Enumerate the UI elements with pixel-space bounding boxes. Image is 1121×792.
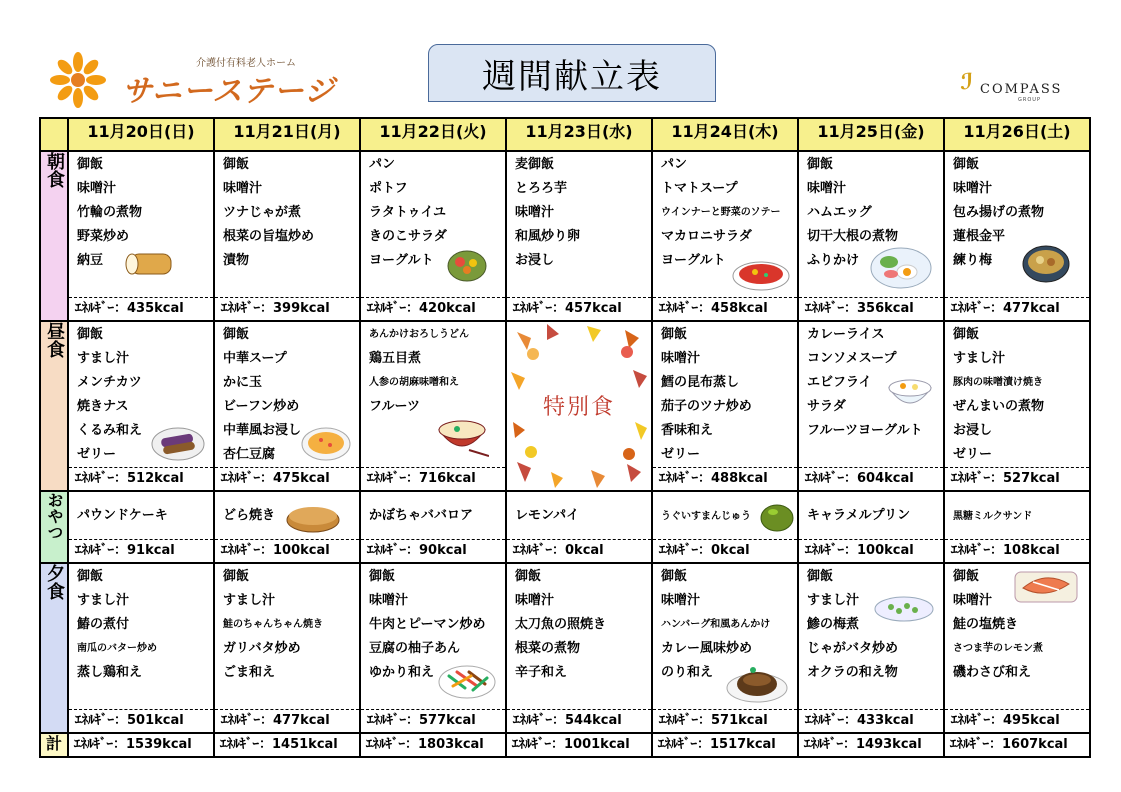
energy-label: ｴﾈﾙｷﾞｰ：100kcal: [215, 539, 359, 562]
meal-label-breakfast: 朝食: [40, 151, 68, 321]
menu-item: お浸し: [515, 253, 555, 268]
breakfast-cell: [798, 151, 944, 321]
snack-item: どら焼き: [223, 508, 276, 523]
menu-item: ウインナーと野菜のソテー: [661, 207, 781, 218]
menu-item: 太刀魚の照焼き: [515, 617, 607, 632]
menu-item: 鱈の昆布蒸し: [661, 375, 740, 390]
snack-item: キャラメルプリン: [807, 508, 911, 523]
snack-item: かぼちゃババロア: [369, 508, 474, 523]
menu-item: 御飯: [953, 569, 980, 584]
fruit-yogurt-icon: [885, 374, 935, 414]
energy-label: ｴﾈﾙｷﾞｰ：716kcal: [361, 467, 505, 490]
energy-label: ｴﾈﾙｷﾞｰ：356kcal: [799, 297, 943, 320]
energy-label: ｴﾈﾙｷﾞｰ：512kcal: [69, 467, 213, 490]
snack-cell: [944, 491, 1090, 563]
weekly-menu-table: [39, 117, 1091, 758]
menu-item: すまし汁: [953, 351, 1006, 366]
snack-cell: [360, 491, 506, 563]
menu-item: パン: [369, 157, 396, 172]
menu-item: ゆかり和え: [369, 665, 435, 680]
menu-item: 味噌汁: [223, 181, 263, 196]
energy-label: ｴﾈﾙｷﾞｰ：399kcal: [215, 297, 359, 320]
udon-bowl-icon: [435, 410, 489, 460]
menu-item: ポトフ: [369, 181, 408, 196]
energy-label: ｴﾈﾙｷﾞｰ：0kcal: [653, 539, 797, 562]
total-cell: [68, 733, 214, 757]
dinner-row: [40, 563, 1090, 733]
total-cell: [360, 733, 506, 757]
energy-label: ｴﾈﾙｷﾞｰ：488kcal: [653, 467, 797, 490]
menu-item: 御飯: [77, 157, 104, 172]
snack-item: うぐいすまんじゅう: [661, 511, 751, 522]
breakfast-cell: [506, 151, 652, 321]
menu-item: ビーフン炒め: [223, 399, 300, 414]
total-energy: ｴﾈﾙｷﾞｰ：1539kcal: [74, 737, 192, 752]
lunch-cell: [360, 321, 506, 491]
menu-item: 納豆: [77, 253, 104, 268]
dinner-cell: [68, 563, 214, 733]
menu-item: お浸し: [953, 423, 993, 438]
menu-item: ふりかけ: [807, 253, 860, 268]
menu-item: フルーツ: [369, 399, 420, 414]
snack-cell: [798, 491, 944, 563]
menu-item: ガリバタ炒め: [223, 641, 301, 656]
menu-item: 御飯: [807, 157, 834, 172]
menu-item: 鯵の梅煮: [807, 617, 860, 632]
menu-item: ゼリー: [661, 447, 701, 462]
menu-item: 根菜の煮物: [515, 641, 581, 656]
menu-item: ハンバーグ和風あんかけ: [661, 619, 771, 630]
company-logo: [960, 68, 1070, 104]
menu-item: 味噌汁: [515, 205, 555, 220]
menu-item: 鮭のちゃんちゃん焼き: [223, 619, 323, 630]
menu-item: 人参の胡麻味噌和え: [369, 377, 459, 388]
menu-item: ごま和え: [223, 665, 276, 680]
special-meal-cell: [506, 321, 652, 491]
menu-item: 野菜炒め: [77, 229, 130, 244]
day-header: 11月22日(火): [360, 118, 506, 151]
day-header: 11月23日(水): [506, 118, 652, 151]
menu-item: 豚肉の味噌漬け焼き: [953, 377, 1043, 388]
energy-label: ｴﾈﾙｷﾞｰ：527kcal: [945, 467, 1089, 490]
energy-label: ｴﾈﾙｷﾞｰ：477kcal: [215, 709, 359, 732]
soup-pot-icon: [445, 244, 489, 284]
menu-item: とろろ芋: [515, 181, 568, 196]
menu-item: かに玉: [223, 375, 263, 390]
total-energy: ｴﾈﾙｷﾞｰ：1517kcal: [658, 737, 776, 752]
total-cell: [944, 733, 1090, 757]
menu-item: ゼリー: [953, 447, 993, 462]
lunch-row: [40, 321, 1090, 491]
menu-item: 御飯: [515, 569, 542, 584]
energy-label: ｴﾈﾙｷﾞｰ：420kcal: [361, 297, 505, 320]
menu-item: 和風炒り卵: [515, 229, 581, 244]
total-cell: [652, 733, 798, 757]
menu-item: 御飯: [223, 569, 250, 584]
dinner-cell: [652, 563, 798, 733]
breakfast-cell: [944, 151, 1090, 321]
menu-item: 御飯: [223, 157, 250, 172]
chikuwa-icon: [123, 250, 173, 278]
total-cell: [506, 733, 652, 757]
menu-item: きのこサラダ: [369, 229, 447, 244]
menu-item: すまし汁: [807, 593, 860, 608]
menu-item: パン: [661, 157, 688, 172]
simmered-dish-icon: [1021, 240, 1071, 284]
menu-item: 根菜の旨塩炒め: [223, 229, 315, 244]
dinner-cell: [798, 563, 944, 733]
lunch-cell: [68, 321, 214, 491]
menu-item: 味噌汁: [807, 181, 847, 196]
menu-item: 磯わさび和え: [953, 665, 1032, 680]
energy-label: ｴﾈﾙｷﾞｰ：433kcal: [799, 709, 943, 732]
company-group: GROUP: [1018, 97, 1041, 103]
tomato-soup-icon: [731, 256, 791, 292]
energy-label: ｴﾈﾙｷﾞｰ：544kcal: [507, 709, 651, 732]
menu-item: 漬物: [223, 253, 250, 268]
menu-item: 切干大根の煮物: [807, 229, 899, 244]
menu-item: 練り梅: [953, 253, 993, 268]
day-header: 11月26日(土): [944, 118, 1090, 151]
energy-label: ｴﾈﾙｷﾞｰ：0kcal: [507, 539, 651, 562]
menu-item: すまし汁: [77, 351, 130, 366]
menu-item: じゃがバタ炒め: [807, 641, 899, 656]
menu-item: くるみ和え: [77, 423, 143, 438]
hamburg-steak-icon: [725, 662, 789, 704]
menu-item: 御飯: [807, 569, 834, 584]
menu-item: 辛子和え: [515, 665, 568, 680]
energy-label: ｴﾈﾙｷﾞｰ：91kcal: [69, 539, 213, 562]
menu-item: エビフライ: [807, 375, 872, 390]
total-cell: [798, 733, 944, 757]
sun-flower-icon: [50, 52, 106, 108]
energy-label: ｴﾈﾙｷﾞｰ：495kcal: [945, 709, 1089, 732]
menu-item: 豆腐の柚子あん: [369, 641, 461, 656]
snack-item: 黒糖ミルクサンド: [953, 511, 1033, 522]
menu-item: 味噌汁: [661, 351, 701, 366]
lunch-cell: [944, 321, 1090, 491]
menu-item: 味噌汁: [953, 593, 993, 608]
uguisu-manju-icon: [759, 494, 795, 534]
day-header-row: [40, 118, 1090, 151]
menu-item: ラタトゥイユ: [369, 205, 447, 220]
menu-item: 御飯: [661, 327, 688, 342]
energy-label: ｴﾈﾙｷﾞｰ：571kcal: [653, 709, 797, 732]
eggplant-dish-icon: [151, 422, 205, 462]
crab-omelet-icon: [301, 426, 351, 462]
energy-label: ｴﾈﾙｷﾞｰ：90kcal: [361, 539, 505, 562]
menu-item: 味噌汁: [953, 181, 993, 196]
menu-item: カレー風味炒め: [661, 641, 753, 656]
menu-item: 麦御飯: [515, 157, 555, 172]
facility-name: サニーステージ: [122, 74, 336, 109]
facility-subtitle: 介護付有料老人ホーム: [196, 58, 296, 69]
menu-item: 蓮根金平: [953, 229, 1006, 244]
energy-label: ｴﾈﾙｷﾞｰ：457kcal: [507, 297, 651, 320]
okra-dish-icon: [873, 594, 935, 624]
energy-label: ｴﾈﾙｷﾞｰ：501kcal: [69, 709, 213, 732]
menu-item: ツナじゃが煮: [223, 205, 302, 220]
lunch-cell: [214, 321, 360, 491]
menu-item: すまし汁: [77, 593, 130, 608]
menu-item: 御飯: [661, 569, 688, 584]
menu-item: 御飯: [77, 327, 104, 342]
grilled-salmon-icon: [1011, 566, 1081, 606]
menu-item: 御飯: [77, 569, 104, 584]
total-energy: ｴﾈﾙｷﾞｰ：1493kcal: [804, 737, 922, 752]
breakfast-row: [40, 151, 1090, 321]
menu-item: 御飯: [369, 569, 396, 584]
energy-label: ｴﾈﾙｷﾞｰ：577kcal: [361, 709, 505, 732]
energy-label: ｴﾈﾙｷﾞｰ：100kcal: [799, 539, 943, 562]
menu-item: 牛肉とピーマン炒め: [369, 617, 486, 632]
compass-mark-icon: ℐ: [960, 70, 974, 95]
menu-item: トマトスープ: [661, 181, 738, 196]
page-title: 週間献立表: [428, 44, 716, 102]
breakfast-cell: [652, 151, 798, 321]
menu-item: 杏仁豆腐: [223, 447, 276, 462]
snack-item: パウンドケーキ: [77, 508, 168, 523]
beef-pepper-stirfry-icon: [437, 660, 497, 700]
lunch-cell: [652, 321, 798, 491]
total-row: [40, 733, 1090, 757]
lunch-cell: [798, 321, 944, 491]
meal-label-total: 計: [40, 733, 68, 757]
company-name: COMPASS: [980, 82, 1063, 97]
menu-item: 鰆の煮付: [77, 617, 130, 632]
menu-item: すまし汁: [223, 593, 276, 608]
menu-item: カレーライス: [807, 327, 885, 342]
menu-item: サラダ: [807, 399, 846, 414]
total-energy: ｴﾈﾙｷﾞｰ：1001kcal: [512, 737, 630, 752]
menu-item: 蒸し鶏和え: [77, 665, 143, 680]
dinner-cell: [944, 563, 1090, 733]
menu-item: 鶏五目煮: [369, 351, 422, 366]
menu-item: マカロニサラダ: [661, 229, 752, 244]
facility-logo: [50, 52, 336, 109]
total-energy: ｴﾈﾙｷﾞｰ：1451kcal: [220, 737, 338, 752]
menu-item: 味噌汁: [515, 593, 555, 608]
total-energy: ｴﾈﾙｷﾞｰ：1607kcal: [950, 737, 1068, 752]
snack-row: [40, 491, 1090, 563]
snack-cell: [68, 491, 214, 563]
menu-item: 味噌汁: [77, 181, 117, 196]
menu-item: 中華スープ: [223, 351, 287, 366]
menu-item: 鮭の塩焼き: [953, 617, 1019, 632]
breakfast-cell: [360, 151, 506, 321]
snack-cell: [652, 491, 798, 563]
menu-item: 竹輪の煮物: [77, 205, 143, 220]
energy-label: ｴﾈﾙｷﾞｰ：477kcal: [945, 297, 1089, 320]
menu-item: 味噌汁: [369, 593, 409, 608]
menu-item: ぜんまいの煮物: [953, 399, 1045, 414]
menu-item: オクラの和え物: [807, 665, 898, 680]
menu-item: メンチカツ: [77, 375, 142, 390]
menu-item: ゼリー: [77, 447, 117, 462]
dorayaki-icon: [285, 502, 341, 534]
total-energy: ｴﾈﾙｷﾞｰ：1803kcal: [366, 737, 484, 752]
menu-item: 焼きナス: [77, 399, 129, 414]
menu-item: ヨーグルト: [369, 253, 434, 268]
total-cell: [214, 733, 360, 757]
dinner-cell: [214, 563, 360, 733]
energy-label: ｴﾈﾙｷﾞｰ：458kcal: [653, 297, 797, 320]
snack-cell: [506, 491, 652, 563]
menu-item: 香味和え: [661, 423, 714, 438]
menu-item: 中華風お浸し: [223, 423, 302, 438]
breakfast-cell: [214, 151, 360, 321]
menu-item: さつま芋のレモン煮: [953, 643, 1043, 654]
meal-label-dinner: 夕食: [40, 563, 68, 733]
menu-item: 御飯: [953, 327, 980, 342]
corner-cell: [40, 118, 68, 151]
menu-item: のり和え: [661, 665, 714, 680]
menu-item: 南瓜のバター炒め: [77, 643, 157, 654]
meal-label-snack: おやつ: [40, 491, 68, 563]
meal-label-lunch: 昼食: [40, 321, 68, 491]
energy-label: ｴﾈﾙｷﾞｰ：475kcal: [215, 467, 359, 490]
dinner-cell: [360, 563, 506, 733]
menu-item: あんかけおろしうどん: [369, 329, 469, 340]
menu-item: 包み揚げの煮物: [953, 205, 1045, 220]
day-header: 11月24日(木): [652, 118, 798, 151]
dinner-cell: [506, 563, 652, 733]
day-header: 11月21日(月): [214, 118, 360, 151]
day-header: 11月20日(日): [68, 118, 214, 151]
menu-item: ヨーグルト: [661, 253, 726, 268]
special-meal-label: 特別食: [542, 395, 615, 420]
menu-item: 茄子のツナ炒め: [661, 399, 752, 414]
menu-item: フルーツヨーグルト: [807, 423, 923, 438]
energy-label: ｴﾈﾙｷﾞｰ：435kcal: [69, 297, 213, 320]
breakfast-cell: [68, 151, 214, 321]
snack-cell: [214, 491, 360, 563]
menu-item: コンソメスープ: [807, 351, 897, 366]
menu-item: 御飯: [953, 157, 980, 172]
menu-item: 御飯: [223, 327, 250, 342]
snack-item: レモンパイ: [515, 508, 580, 523]
energy-label: ｴﾈﾙｷﾞｰ：108kcal: [945, 539, 1089, 562]
menu-item: 味噌汁: [661, 593, 701, 608]
menu-item: ハムエッグ: [807, 205, 872, 220]
day-header: 11月25日(金): [798, 118, 944, 151]
ham-egg-plate-icon: [869, 244, 933, 290]
energy-label: ｴﾈﾙｷﾞｰ：604kcal: [799, 467, 943, 490]
